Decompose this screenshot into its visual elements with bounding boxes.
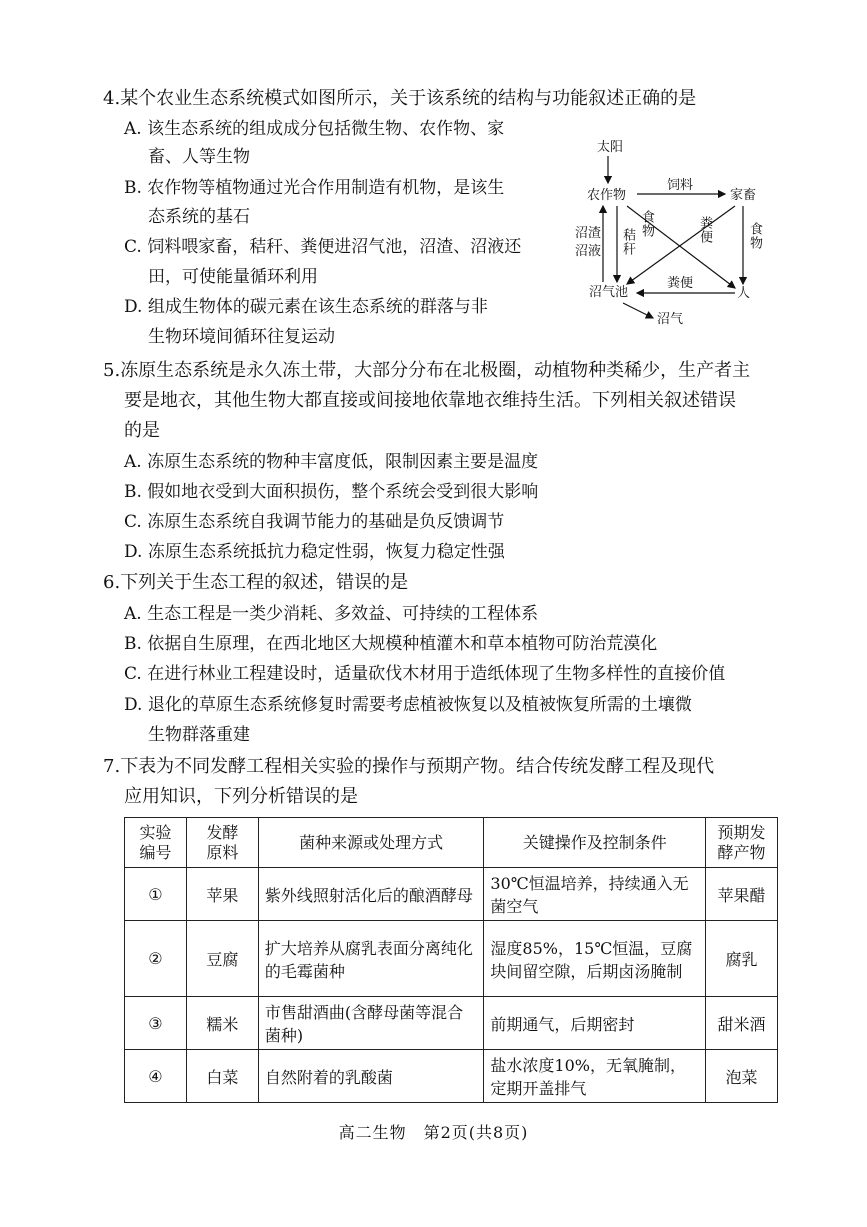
header-strain: 菌种来源或处理方式	[258, 818, 484, 868]
q4-text: 某个农业生态系统模式如图所示，关于该系统的结构与功能叙述正确的是	[120, 88, 697, 109]
q6-option-d-line1: D. 退化的草原生态系统修复时需要考虑植被恢复以及植被恢复所需的土壤微	[124, 695, 692, 715]
diagram-dung-diag: 粪便	[697, 216, 712, 244]
q4-option-b-line2: 态系统的基石	[148, 207, 250, 227]
diagram-food-left: 食物	[639, 210, 654, 238]
cell-exp-no: ②	[125, 921, 187, 997]
q4-option-a-line1: A. 该生态系统的组成成分包括微生物、农作物、家	[124, 119, 505, 139]
q6-option-b: B. 依据自生原理，在西北地区大规模种植灌木和草本植物可防治荒漠化	[124, 634, 658, 654]
q7-stem-line2: 应用知识，下列分析错误的是	[124, 786, 358, 807]
q5-number: 5.	[103, 360, 121, 381]
cell-operation: 30℃恒温培养，持续通入无菌空气	[484, 868, 706, 921]
q5-option-a: A. 冻原生态系统的物种丰富度低，限制因素主要是温度	[124, 452, 539, 472]
q6-stem	[103, 572, 408, 594]
cell-strain: 市售甜酒曲(含酵母菌等混合菌种)	[258, 997, 484, 1050]
page-footer: 高二生物 第2页(共8页)	[338, 1123, 529, 1142]
q4-option-a-line2: 畜、人等生物	[148, 147, 250, 167]
cell-product: 腐乳	[706, 921, 778, 997]
diagram-residue1: 沼渣	[575, 226, 602, 241]
diagram-biogas-pool: 沼气池	[589, 285, 629, 300]
q4-option-c-line1: C. 饲料喂家畜，秸秆、粪便进沼气池，沼渣、沼液还	[124, 237, 522, 257]
table-row	[125, 997, 778, 1050]
q4-option-c-line2: 田，可使能量循环利用	[148, 267, 318, 287]
q7-text-1: 下表为不同发酵工程相关实验的操作与预期产物。结合传统发酵工程及现代	[120, 756, 715, 777]
cell-material: 苹果	[186, 868, 258, 921]
q4-option-b-line1: B. 农作物等植物通过光合作用制造有机物，是该生	[124, 178, 505, 198]
q4-option-d-line1: D. 组成生物体的碳元素在该生态系统的群落与非	[124, 297, 488, 317]
q4-number: 4.	[103, 88, 121, 109]
q6-option-c: C. 在进行林业工程建设时，适量砍伐木材用于造纸体现了生物多样性的直接价值	[124, 664, 726, 684]
cell-exp-no: ④	[125, 1050, 187, 1103]
cell-exp-no: ①	[125, 868, 187, 921]
cell-strain: 扩大培养从腐乳表面分离纯化的毛霉菌种	[258, 921, 484, 997]
cell-material: 豆腐	[186, 921, 258, 997]
diagram-straw: 秸秆	[620, 228, 635, 256]
q7-number: 7.	[103, 756, 121, 777]
q5-text-1: 冻原生态系统是永久冻土带，大部分分布在北极圈，动植物种类稀少，生产者主	[120, 360, 751, 381]
diagram-biogas: 沼气	[657, 312, 684, 327]
cell-strain: 紫外线照射活化后的酿酒酵母	[258, 868, 484, 921]
q5-stem-line3: 的是	[124, 420, 160, 441]
table-row	[125, 868, 778, 921]
cell-strain: 自然附着的乳酸菌	[258, 1050, 484, 1103]
cell-product: 苹果醋	[706, 868, 778, 921]
q5-option-d: D. 冻原生态系统抵抗力稳定性弱，恢复力稳定性强	[124, 542, 505, 562]
table-header-row	[125, 818, 778, 868]
q5-stem-line2: 要是地衣，其他生物大都直接或间接地依靠地衣维持生活。下列相关叙述错误	[124, 390, 736, 411]
table-row	[125, 1050, 778, 1103]
q5-option-b: B. 假如地衣受到大面积损伤，整个系统会受到很大影响	[124, 482, 539, 502]
arrow-biogas	[623, 303, 653, 318]
cell-product: 甜米酒	[706, 997, 778, 1050]
q6-option-d-line2: 生物群落重建	[148, 725, 250, 745]
q7-stem-line1	[103, 756, 714, 778]
cell-operation: 盐水浓度10%，无氧腌制，定期开盖排气	[484, 1050, 706, 1103]
q4-option-d-line2: 生物环境间循环往复运动	[148, 327, 335, 347]
diagram-livestock: 家畜	[730, 188, 757, 203]
diagram-sun: 太阳	[597, 140, 624, 155]
header-product: 预期发 酵产物	[706, 818, 778, 868]
header-material: 发酵 原料	[186, 818, 258, 868]
cell-material: 糯米	[186, 997, 258, 1050]
table-row	[125, 921, 778, 997]
q6-option-a: A. 生态工程是一类少消耗、多效益、可持续的工程体系	[124, 604, 539, 624]
cell-material: 白菜	[186, 1050, 258, 1103]
diagram-feed: 饲料	[667, 178, 694, 193]
diagram-residue2: 沼液	[575, 244, 602, 259]
diagram-food-right: 食物	[747, 222, 762, 250]
cell-operation: 湿度85%，15℃恒温，豆腐块间留空隙，后期卤汤腌制	[484, 921, 706, 997]
diagram-crop: 农作物	[587, 188, 627, 203]
cell-operation: 前期通气，后期密封	[484, 997, 706, 1050]
q6-text: 下列关于生态工程的叙述，错误的是	[120, 572, 409, 593]
ecosystem-diagram	[575, 138, 790, 333]
q5-stem-line1	[103, 360, 750, 382]
cell-exp-no: ③	[125, 997, 187, 1050]
q5-option-c: C. 冻原生态系统自我调节能力的基础是负反馈调节	[124, 512, 505, 532]
diagram-human: 人	[737, 286, 751, 301]
header-exp-no: 实验 编号	[125, 818, 187, 868]
q4-stem	[103, 88, 696, 110]
header-operation: 关键操作及控制条件	[484, 818, 706, 868]
experiment-table	[124, 817, 778, 1103]
diagram-dung-bottom: 粪便	[667, 276, 694, 291]
cell-product: 泡菜	[706, 1050, 778, 1103]
q6-number: 6.	[103, 572, 121, 593]
